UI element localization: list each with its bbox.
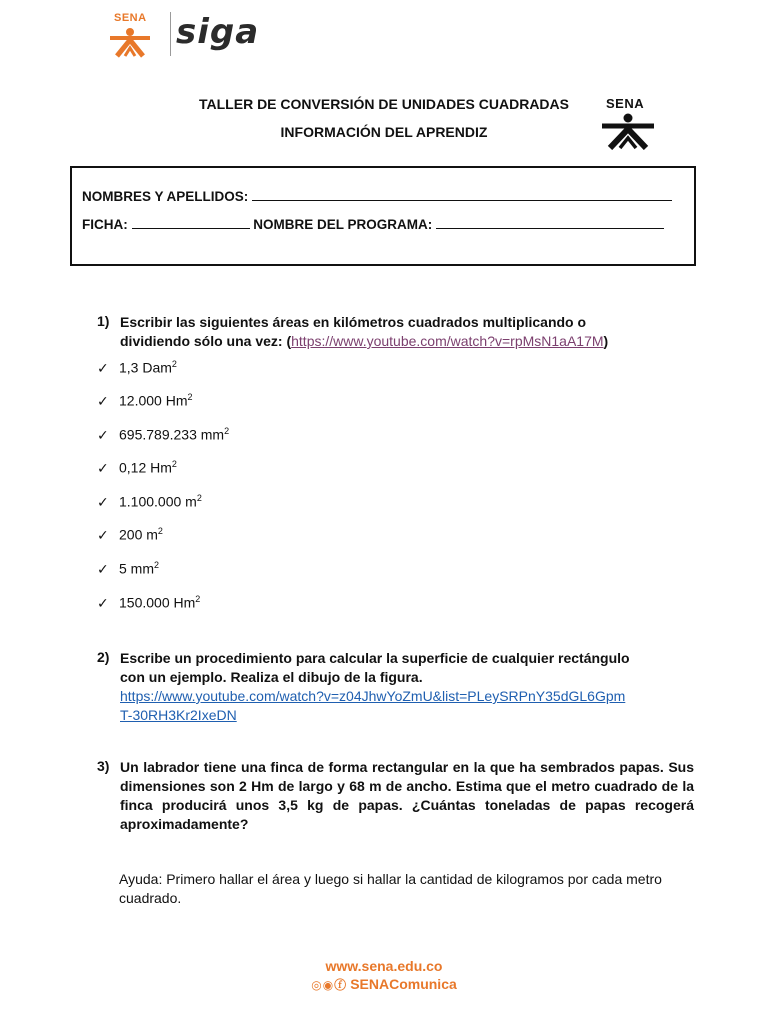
- checkmark-icon: ✓: [97, 359, 109, 376]
- checkmark-icon: ✓: [97, 392, 109, 409]
- logo-divider: [170, 12, 171, 56]
- list-item: [97, 493, 202, 511]
- q2-line2: con un ejemplo. Realiza el dibujo de la figura.: [120, 669, 423, 685]
- names-field[interactable]: [252, 188, 672, 201]
- q1-line2-prefix: dividiendo sólo una vez: (: [120, 333, 292, 349]
- item-exponent: 2: [171, 459, 177, 469]
- item-text: 150.000 Hm: [119, 594, 196, 611]
- program-field[interactable]: [436, 216, 664, 229]
- list-item: [97, 459, 177, 477]
- item-exponent: 2: [195, 594, 201, 604]
- item-text: 0,12 Hm: [119, 459, 172, 476]
- item-exponent: 2: [154, 560, 160, 570]
- ficha-field[interactable]: [132, 216, 250, 229]
- siga-logo: siga: [176, 12, 260, 52]
- q1-text: [120, 313, 700, 351]
- q1-video-link[interactable]: https://www.youtube.com/watch?v=rpMsN1aA17M: [291, 333, 604, 349]
- list-item: [97, 392, 193, 410]
- q3-number: 3): [97, 758, 110, 774]
- footer-social: [0, 976, 768, 993]
- item-text: 12.000 Hm: [119, 392, 188, 409]
- checkmark-icon: ✓: [97, 493, 109, 510]
- checkmark-icon: ✓: [97, 459, 109, 476]
- ficha-program-line: [82, 216, 664, 232]
- program-label: NOMBRE DEL PROGRAMA:: [253, 217, 433, 232]
- q1-line1: Escribir las siguientes áreas en kilómetros cuadrados multiplicando o: [120, 314, 587, 330]
- names-label: NOMBRES Y APELLIDOS:: [82, 189, 249, 204]
- footer-url: www.sena.edu.co: [325, 958, 443, 974]
- item-exponent: 2: [187, 392, 193, 402]
- student-info-box: [70, 166, 696, 266]
- sena-logo-top: [105, 12, 155, 58]
- sena-logo-right-text: SENA: [606, 96, 645, 111]
- ficha-label: FICHA:: [82, 217, 128, 232]
- list-item: [97, 426, 229, 444]
- q3-help-text: Ayuda: Primero hallar el área y luego si hallar la cantidad de kilogramos por cada metro cuadrado.: [119, 871, 662, 906]
- q2-video-link-part1[interactable]: https://www.youtube.com/watch?v=z04JhwYoZmU&list=PLeySRPnY35dGL6Gpm: [120, 688, 626, 704]
- names-line: [82, 188, 672, 204]
- q2-text: [120, 649, 710, 725]
- item-text: 1.100.000 m: [119, 493, 197, 510]
- checkmark-icon: ✓: [97, 560, 109, 577]
- list-item: [97, 359, 177, 377]
- list-item: [97, 594, 200, 612]
- checkmark-icon: ✓: [97, 594, 109, 611]
- document-title: TALLER DE CONVERSIÓN DE UNIDADES CUADRADAS: [199, 96, 569, 112]
- item-text: 200 m: [119, 526, 158, 543]
- item-exponent: 2: [196, 493, 202, 503]
- document-subtitle: INFORMACIÓN DEL APRENDIZ: [280, 124, 488, 140]
- sena-logo-text: SENA: [114, 12, 147, 24]
- item-text: 5 mm: [119, 560, 154, 577]
- list-item: [97, 560, 159, 578]
- social-media-icons: ◎◉ⓕ: [311, 978, 348, 992]
- q1-number: 1): [97, 313, 110, 329]
- item-text: 1,3 Dam: [119, 359, 172, 376]
- q2-video-link-part2[interactable]: T-30RH3Kr2IxeDN: [120, 707, 237, 723]
- item-exponent: 2: [224, 426, 230, 436]
- item-exponent: 2: [157, 526, 163, 536]
- q1-line2: [120, 332, 700, 351]
- item-text: 695.789.233 mm: [119, 426, 225, 443]
- sena-logo-figure-icon: [105, 12, 155, 58]
- item-exponent: 2: [171, 359, 177, 369]
- list-item: [97, 526, 163, 544]
- checkmark-icon: ✓: [97, 526, 109, 543]
- q2-number: 2): [97, 649, 110, 665]
- q3-text: Un labrador tiene una finca de forma rectangular en la que ha sembrados papas. Sus dimensiones son 2 Hm de largo y 68 m de ancho. Estima que el metro cuadrado de la finca producirá unos 3,5 kg de papas. ¿Cuántas toneladas de papas recogerá aproximadamente?: [120, 759, 694, 832]
- checkmark-icon: ✓: [97, 426, 109, 443]
- q1-line2-suffix: ): [603, 333, 609, 349]
- q2-line1: Escribe un procedimiento para calcular la superficie de cualquier rectángulo: [120, 650, 630, 666]
- footer-social-handle: SENAComunica: [350, 976, 457, 992]
